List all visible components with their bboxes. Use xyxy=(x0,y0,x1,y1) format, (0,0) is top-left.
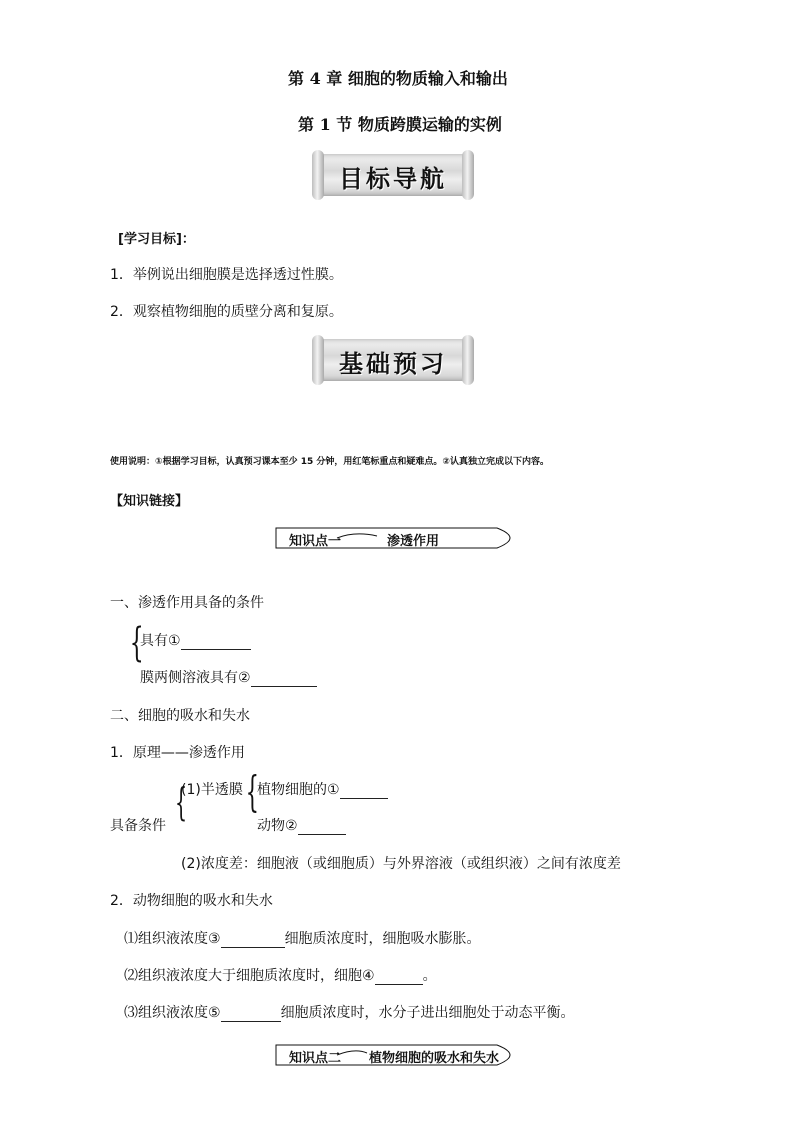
animal-item-1 xyxy=(124,928,481,948)
osmosis-condition-1-text: 具有① xyxy=(140,633,181,649)
blank-plant-cell[interactable] xyxy=(340,784,388,799)
animal-item-2-a: ⑵组织液浓度大于细胞质浓度时，细胞④ xyxy=(124,968,375,984)
osmosis-brace: { xyxy=(129,620,144,666)
section-title: 第 1 节 物质跨膜运输的实例 xyxy=(298,115,502,134)
objective-item-2: 2．观察植物细胞的质壁分离和复原。 xyxy=(110,304,343,320)
animal-item-3 xyxy=(124,1002,575,1022)
basic-preview-banner-text: 基础预习 xyxy=(339,350,447,378)
animal-item-2 xyxy=(124,965,437,985)
animal-item-3-a: ⑶组织液浓度⑤ xyxy=(124,1005,221,1021)
usage-note: 使用说明：①根据学习目标，认真预习课本至少 15 分钟，用红笔标重点和疑难点。②认真独立完成以下内容。 xyxy=(110,457,550,467)
concentration-difference: (2)浓度差：细胞液（或细胞质）与外界溶液（或组织液）之间有浓度差 xyxy=(181,856,621,872)
objective-item-1: 1．举例说出细胞膜是选择透过性膜。 xyxy=(110,267,343,283)
osmosis-condition-2-text: 膜两侧溶液具有② xyxy=(140,670,251,686)
knowledge-point-2-label: 知识点二 xyxy=(289,1051,342,1066)
goal-nav-banner-text: 目标导航 xyxy=(339,165,447,193)
animal-cell-heading: 2．动物细胞的吸水和失水 xyxy=(110,893,273,909)
semi-membrane-brace: { xyxy=(245,767,260,816)
conditions-brace: { xyxy=(175,780,188,824)
water-heading: 二、细胞的吸水和失水 xyxy=(110,708,250,724)
animal-item-1-b: 细胞质浓度时，细胞吸水膨胀。 xyxy=(284,931,481,947)
plant-cell-text: 植物细胞的① xyxy=(257,782,340,798)
blank-1[interactable] xyxy=(181,635,251,650)
plant-cell-line xyxy=(257,779,388,799)
osmosis-heading: 一、渗透作用具备的条件 xyxy=(110,595,264,611)
blank-4[interactable] xyxy=(375,970,423,985)
knowledge-point-1-topic: 渗透作用 xyxy=(387,534,440,549)
basic-preview-banner xyxy=(312,335,474,385)
knowledge-point-1-label: 知识点一 xyxy=(289,534,342,549)
conditions-label: 具备条件 xyxy=(110,818,166,834)
goal-nav-banner xyxy=(312,150,474,200)
blank-3[interactable] xyxy=(221,933,285,948)
blank-2[interactable] xyxy=(251,672,317,687)
knowledge-point-1-box xyxy=(275,527,525,549)
animal-text: 动物② xyxy=(257,818,298,834)
osmosis-condition-1 xyxy=(140,630,251,650)
chapter-title: 第 4 章 细胞的物质输入和输出 xyxy=(288,69,508,88)
objectives-heading: [学习目标]： xyxy=(118,232,195,247)
animal-item-1-a: ⑴组织液浓度③ xyxy=(124,931,221,947)
osmosis-condition-2 xyxy=(140,667,317,687)
animal-item-2-b: 。 xyxy=(422,968,437,984)
semi-membrane-label: (1)半透膜 xyxy=(181,782,243,798)
knowledge-point-2-topic: 植物细胞的吸水和失水 xyxy=(369,1051,500,1066)
blank-5[interactable] xyxy=(221,1007,281,1022)
knowledge-point-2-box xyxy=(275,1044,525,1066)
knowledge-link-heading: 【知识链接】 xyxy=(110,494,189,509)
animal-item-3-b: 细胞质浓度时，水分子进出细胞处于动态平衡。 xyxy=(280,1005,575,1021)
blank-animal[interactable] xyxy=(298,820,346,835)
animal-line xyxy=(257,815,346,835)
principle-line: 1．原理——渗透作用 xyxy=(110,745,245,761)
